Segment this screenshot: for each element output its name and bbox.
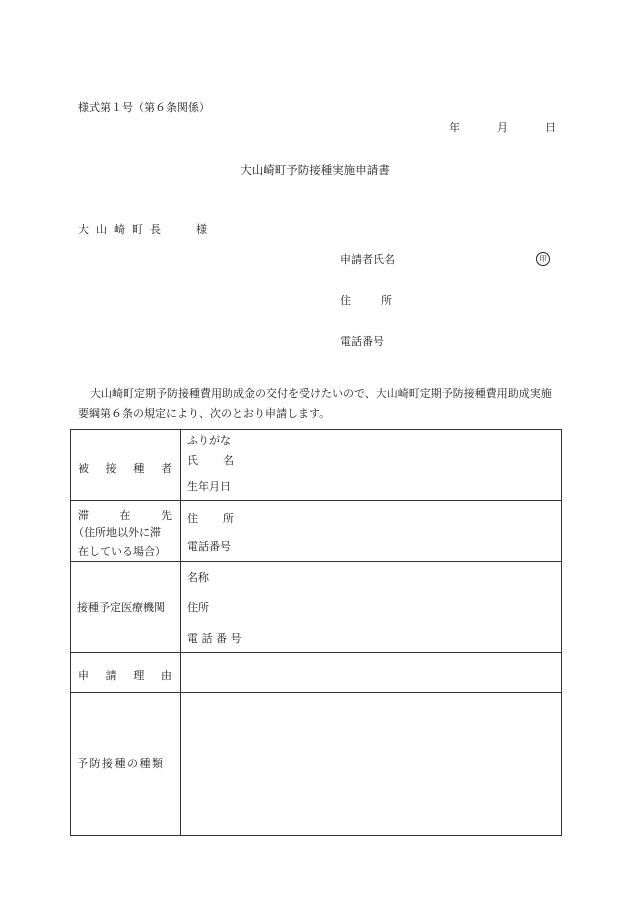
vaccinee-header-char: 被 xyxy=(78,462,89,475)
stay-header-text xyxy=(78,507,172,523)
document-title: 大山崎町予防接種実施申請書 xyxy=(240,163,390,177)
table-row-clinic xyxy=(71,562,561,653)
date-month: 月 xyxy=(497,121,508,134)
stay-header-char: 在 xyxy=(119,509,131,522)
furigana-label: ふりがな xyxy=(187,434,231,447)
date-year: 年 xyxy=(449,121,460,134)
reason-header-char: 由 xyxy=(160,669,172,682)
vaccinee-header xyxy=(71,430,181,500)
clinic-header-text: 接種予定医療機関 xyxy=(77,601,165,614)
applicant-address-label-2: 所 xyxy=(381,294,392,307)
vaccinee-header-char: 接 xyxy=(105,462,117,475)
table-row-reason xyxy=(71,653,561,693)
vaccine-type-header-text: 予防接種の種類 xyxy=(77,757,165,770)
reason-header-char: 請 xyxy=(105,669,117,682)
addressee-name: 大山崎町長 xyxy=(78,223,168,236)
table-row-vaccinee xyxy=(71,430,561,501)
vaccinee-header-char: 者 xyxy=(160,462,172,475)
applicant-address-label-1: 住 xyxy=(340,294,351,307)
vaccinee-name-label-1: 氏 xyxy=(187,454,198,467)
stay-address-label-2: 所 xyxy=(223,512,234,525)
applicant-address-label xyxy=(340,295,392,306)
stay-header-line3: 在している場合） xyxy=(78,545,166,558)
clinic-phone-label: 電 話 番 号 xyxy=(187,632,242,645)
stay-header xyxy=(71,501,181,561)
applicant-name-label: 申請者氏名 xyxy=(340,253,395,266)
table-row-vaccine-type xyxy=(71,693,561,835)
applicant-phone-label: 電話番号 xyxy=(340,335,384,348)
table-row-stay xyxy=(71,501,561,562)
reason-header-text xyxy=(78,667,172,683)
vaccinee-name-label-2: 名 xyxy=(223,454,234,467)
seal-icon: 印 xyxy=(536,252,550,266)
form-number: 様式第１号（第６条関係） xyxy=(78,101,210,114)
application-table xyxy=(70,429,562,836)
clinic-name-label: 名称 xyxy=(187,571,209,584)
reason-header-char: 申 xyxy=(78,669,89,682)
vaccinee-header-char: 種 xyxy=(133,462,145,475)
stay-phone-label: 電話番号 xyxy=(187,540,231,553)
intro-paragraph: 大山崎町定期予防接種費用助成金の交付を受けたいので、大山崎町定期予防接種費用助成実施要綱第６条の規定により、次のとおり申請します。 xyxy=(78,387,552,420)
date-day: 日 xyxy=(545,121,556,134)
vaccine-type-header xyxy=(71,693,181,835)
addressee-honorific: 様 xyxy=(196,223,207,236)
stay-header-char: 先 xyxy=(161,509,172,522)
stay-header-char: 滞 xyxy=(78,509,89,522)
stay-address-label-1: 住 xyxy=(187,512,198,525)
stay-header-line2: （住所地以外に滞 xyxy=(73,526,161,539)
vaccinee-header-text xyxy=(78,460,172,476)
birthdate-label: 生年月日 xyxy=(187,480,231,493)
clinic-address-label: 住所 xyxy=(187,601,209,614)
reason-header-char: 理 xyxy=(133,669,145,682)
clinic-header xyxy=(71,562,181,652)
reason-header xyxy=(71,653,181,692)
